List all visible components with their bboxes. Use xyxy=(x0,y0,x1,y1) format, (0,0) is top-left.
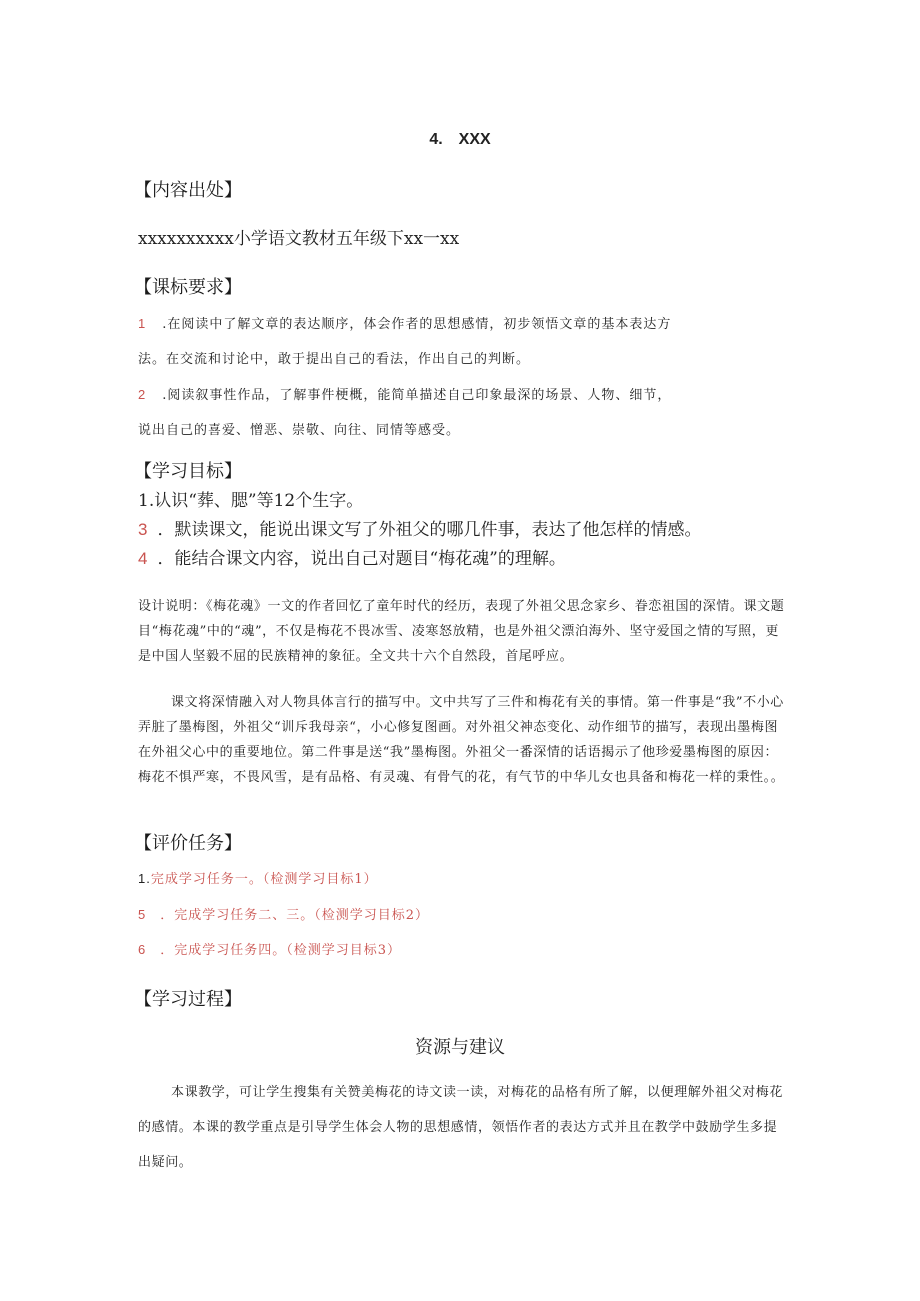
resources-title: 资源与建议 xyxy=(415,1037,505,1058)
lesson-title: 4. XXX xyxy=(429,131,491,148)
goal-item-3-text: ．能结合课文内容，说出自己对题目“梅花魂”的理解。 xyxy=(157,549,566,569)
curriculum-heading: 【课标要求】 xyxy=(134,277,242,298)
evaluation-item-1-num: 1. xyxy=(138,871,151,886)
curriculum-item-1-line1: .在阅读中了解文章的表达顺序，体会作者的思想感情，初步领悟文章的基本表达方 xyxy=(162,317,672,332)
design-note-paragraph-2: 课文将深情融入对人物具体言行的描写中。文中共写了三件和梅花有关的事情。第一件事是“我”不小心弄脏了墨梅图，外祖父“训斥我母亲“，小心修复图画。对外祖父神态变化、动作细节的描写，表现出墨梅图在外祖父心中的重要地位。第二件事是送“我”墨梅图。外祖父一番深情的话语揭示了他珍爱墨梅图的原因：梅花不惧严寒，不畏风雪，是有品格、有灵魂、有骨气的花，有气节的中华儿女也具备和梅花一样的秉性。。 xyxy=(138,695,785,785)
evaluation-item-1 xyxy=(138,868,378,887)
curriculum-item-2-line1: .阅读叙事性作品，了解事件梗概，能简单描述自己印象最深的场景、人物、细节， xyxy=(162,388,672,403)
evaluation-heading: 【评价任务】 xyxy=(134,833,242,854)
goal-item-3-num: 4 xyxy=(138,549,148,568)
goal-item-2-text: ．默读课文，能说出课文写了外祖父的哪几件事，表达了他怎样的情感。 xyxy=(157,520,702,540)
goal-item-3 xyxy=(138,544,566,569)
goals-heading: 【学习目标】 xyxy=(134,461,242,482)
evaluation-item-2 xyxy=(138,904,429,923)
evaluation-item-3 xyxy=(138,939,401,958)
evaluation-item-2-num: 5 xyxy=(138,907,147,922)
resources-paragraph: 本课教学，可让学生搜集有关赞美梅花的诗文读一读，对梅花的品格有所了解，以便理解外祖父对梅花的感情。本课的教学重点是引导学生体会人物的思想感情，领悟作者的表达方式并且在教学中鼓励学生多提出疑问。 xyxy=(138,1085,784,1170)
curriculum-item-1 xyxy=(138,313,671,332)
curriculum-item-1-cont: 法。在交流和讨论中，敢于提出自己的看法，作出自己的判断。 xyxy=(138,352,531,367)
evaluation-item-3-text: ．完成学习任务四。（检测学习目标3） xyxy=(160,943,402,958)
design-note-paragraph-1: 设计说明：《梅花魂》一文的作者回忆了童年时代的经历，表现了外祖父思念家乡、眷恋祖国的深情。课文题目“梅花魂”中的“魂”，不仅是梅花不畏冰雪、凌寒怒放精，也是外祖父漂泊海外、坚守爱国之情的写照，更是中国人坚毅不屈的民族精神的象征。全文共十六个自然段，首尾呼应。 xyxy=(138,599,785,664)
goal-item-1 xyxy=(138,486,363,511)
evaluation-item-3-num: 6 xyxy=(138,942,147,957)
goal-item-1-text: 认识“葬、腮”等12个生字。 xyxy=(154,491,364,511)
curriculum-item-2-num: 2 xyxy=(138,387,147,402)
curriculum-item-2 xyxy=(138,384,671,403)
evaluation-item-1-text: 完成学习任务一。（检测学习目标1） xyxy=(150,872,378,887)
goal-item-1-num: 1. xyxy=(138,491,155,511)
goal-item-2 xyxy=(138,515,701,540)
curriculum-item-2-cont: 说出自己的喜爱、憎恶、崇敬、向往、同情等感受。 xyxy=(138,423,461,438)
content-source-text: xxxxxxxxxx小学语文教材五年级下xx一xx xyxy=(138,229,460,249)
process-heading: 【学习过程】 xyxy=(134,989,242,1010)
goal-item-2-num: 3 xyxy=(138,520,148,539)
content-source-heading: 【内容出处】 xyxy=(134,180,242,201)
evaluation-item-2-text: ．完成学习任务二、三。（检测学习目标2） xyxy=(160,908,430,923)
curriculum-item-1-num: 1 xyxy=(138,316,147,331)
